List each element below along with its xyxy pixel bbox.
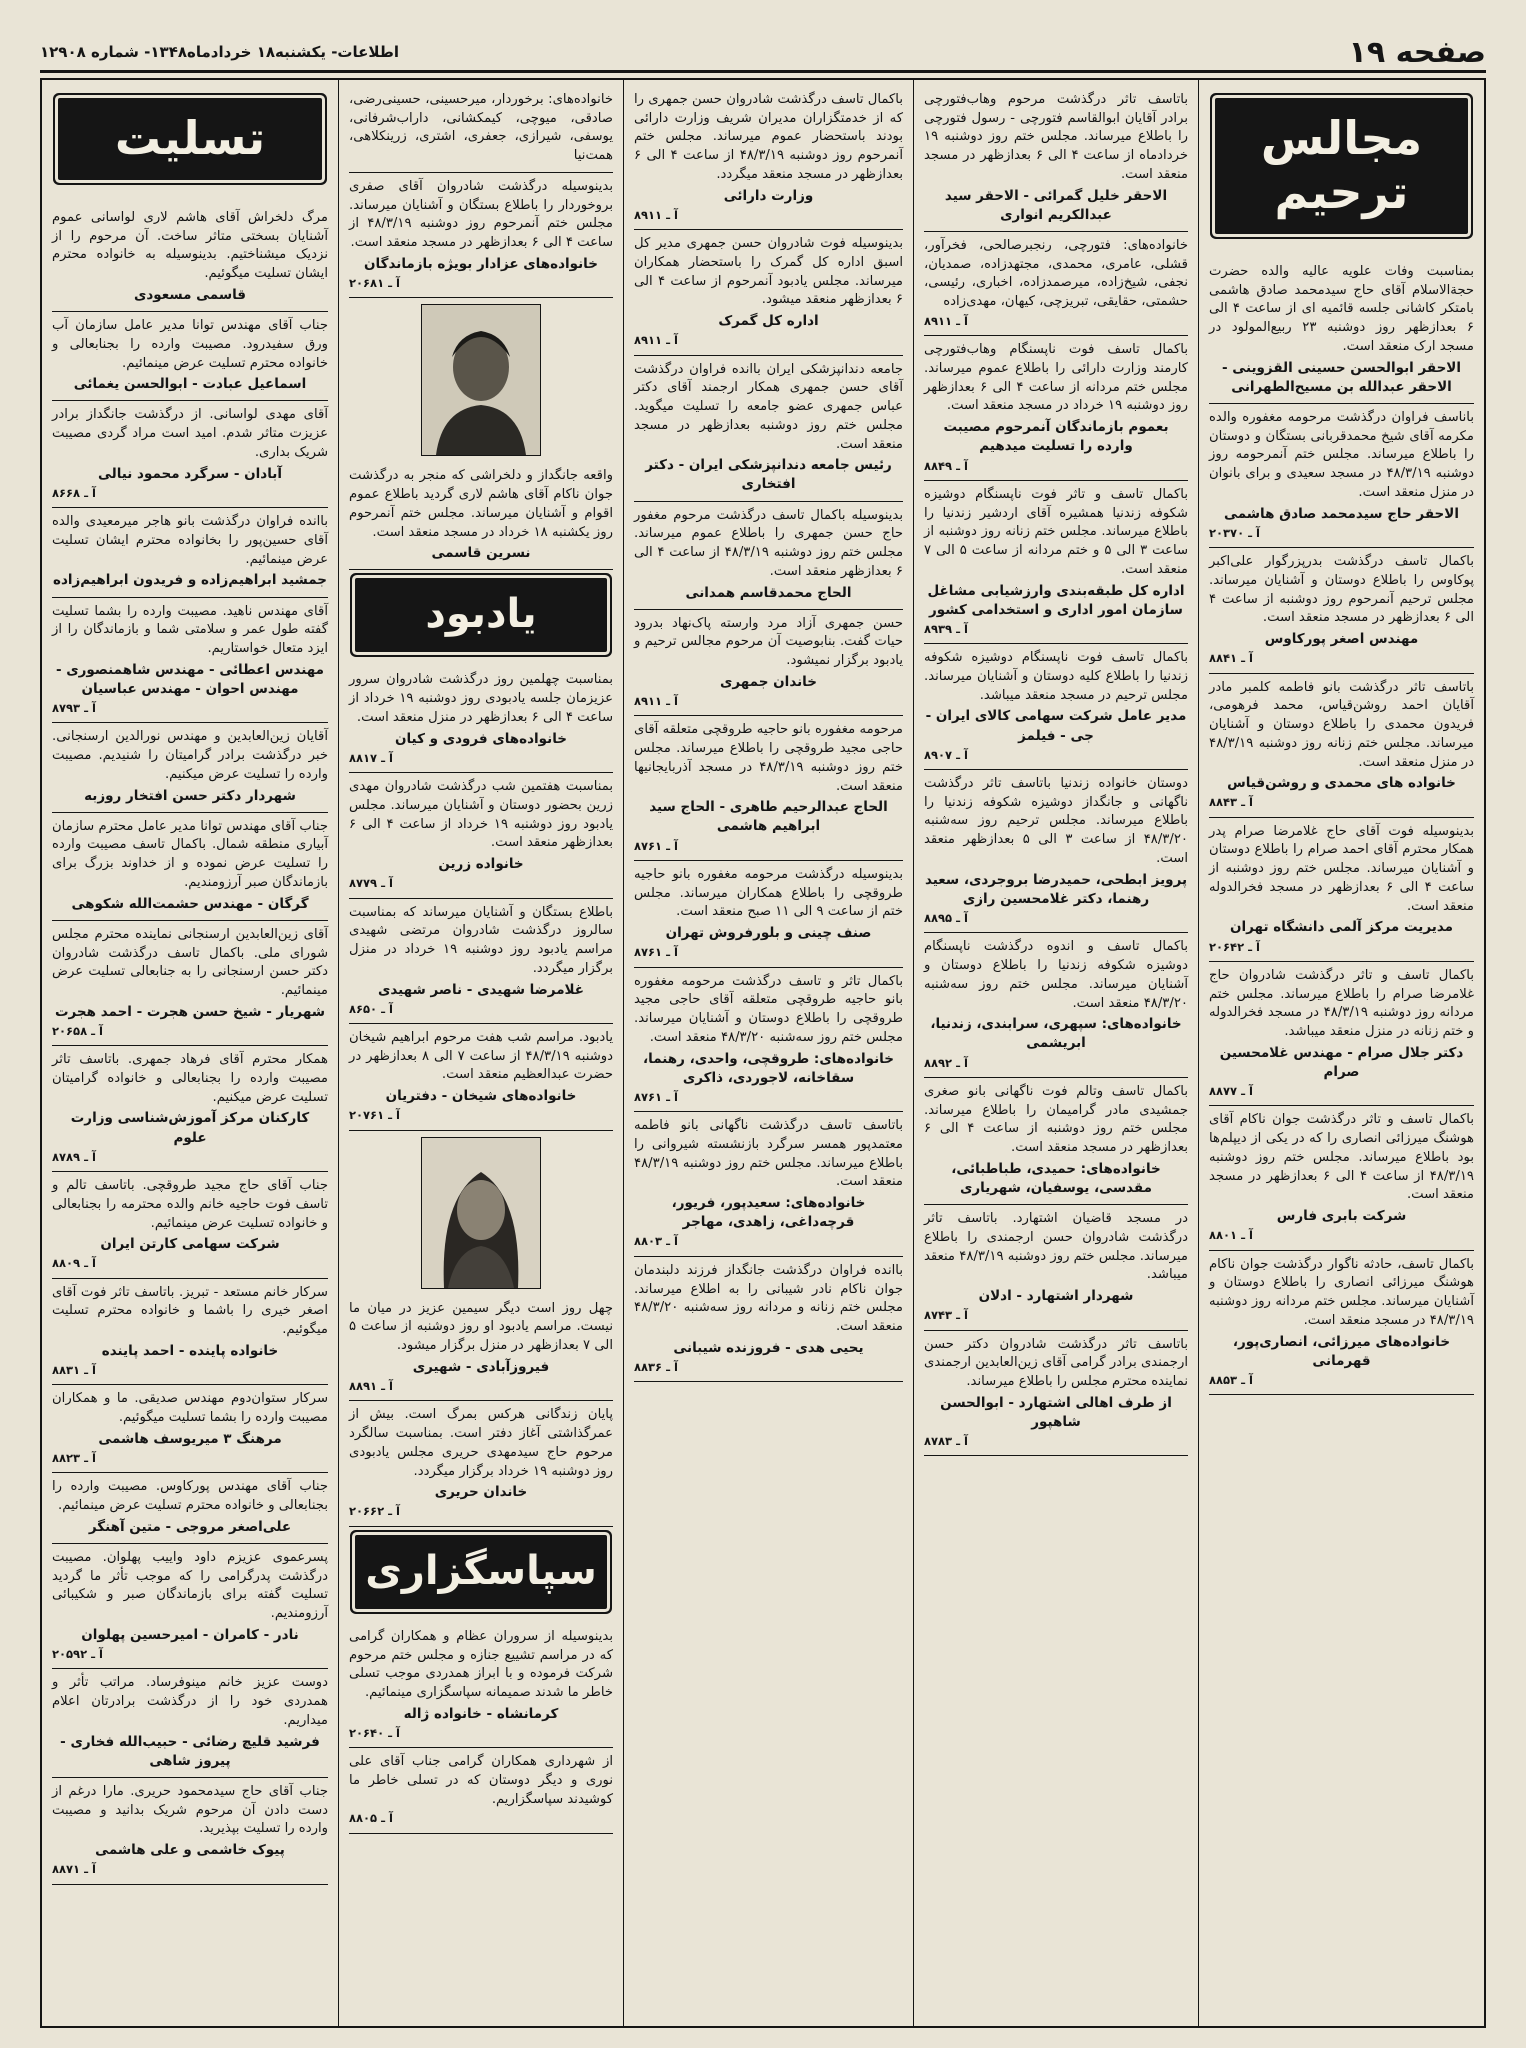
notice-item: [1209, 818, 1474, 962]
notice-text: آقایان زین‌العابدین و مهندس نورالدین ارسنجانی. خبر درگذشت برادر گرامیتان را شنیدیم. مصیبت وارده را تسلیت عرض میکنیم.: [52, 729, 328, 782]
notice-item: [349, 1295, 613, 1402]
notice-text: پسرعموی عزیزم داود واییب پهلوان. مصیبت درگذشت پدرگرامی را که موجب تأثر ما گردید تسلیت گفته برای بازماندگان صبر و شکیبائی آرزومندیم.: [52, 1550, 328, 1622]
notice-item: [1209, 1251, 1474, 1396]
notice-item: [52, 508, 328, 597]
notice-text: بمناسبت چهلمین روز درگذشت شادروان سرور عزیزمان جلسه یادبودی روز دوشنبه ۱۹ خرداد از ساعت ۴ الی ۶ بعدازظهر در منزل منعقد است.: [349, 672, 613, 725]
notice-text: باکمال تاسف و تاثر درگذشت شادروان حاج غلامرضا صرام را باطلاع میرساند. مجلس ختم مردانه روز دوشنبه ۴۸/۳/۱۹ در مسجد فخرالدوله و ختم زنانه در منزل منعقد میباشد.: [1209, 967, 1475, 1040]
notice-signature: کرمانشاه - خانواده ژاله: [403, 1705, 559, 1722]
notice-item: [52, 401, 328, 508]
notice-item: [349, 1401, 613, 1526]
notice-item: [924, 336, 1188, 481]
notice-signature: غلامرضا شهیدی - ناصر شهیدی: [377, 981, 585, 998]
notice-signature: خانواده‌های: سعیدپور، فریور، قرچه‌داغی، زاهدی، مهاجر: [671, 1195, 866, 1231]
notice-item: [52, 1544, 328, 1669]
notice-text: باکمال تاسف وتالم فوت ناگهانی بانو صغری جمشیدی مادر گرامیمان را باطلاع میرساند. مجلس ختم روز دوشنبه از ساعت ۴ الی ۶ بعدازظهر در مسجد منعقد است.: [924, 1083, 1188, 1156]
notice-signature: خانواده پاینده - احمد پاینده: [101, 1342, 279, 1359]
notice-item: [52, 921, 328, 1046]
notice-item: [349, 899, 613, 1024]
notice-item: [349, 666, 613, 773]
notice-code: آ ـ ۸۹۳۹: [924, 621, 968, 636]
notice-signature: مهندس اصغر پورکاوس: [1264, 631, 1419, 648]
notice-item: [634, 502, 903, 610]
notice-item: [52, 312, 328, 401]
notice-code: آ ـ ۸۸۰۳: [634, 1234, 678, 1249]
notice-signature: آبادان - سرگرد محمود نیالی: [97, 465, 282, 482]
notice-item: [924, 933, 1188, 1078]
notice-signature: خانواده‌های میرزائی، انصاری‌پور، قهرمانی: [1232, 1333, 1451, 1369]
notice-item: [924, 1078, 1188, 1205]
notice-item: [349, 1024, 613, 1131]
notice-code: آ ـ ۸۸۵۳: [1209, 1372, 1253, 1387]
notice-signature: الاحقر ابوالحسن حسینی القزوینی - الاحقر عبدالله بن مسیح‌الطهرانی: [1222, 359, 1461, 395]
notice-text: از شهرداری همکاران گرامی جناب آقای علی نوری و دیگر دوستان که در تسلی خاطر ما کوشیدند سپاسگزاریم.: [349, 1754, 613, 1807]
notice-item: [1209, 674, 1474, 818]
notice-text: باانده فراوان درگذشت بانو هاجر میرمعیدی والده آقای حسین‌پور را بخانواده محترم ایشان تسلیت عرض مینمائیم.: [52, 514, 328, 567]
notice-text: باکمال تاسف و تاثر فوت ناپسنگام دوشیزه شکوفه زندنیا همشیره آقای اردشیر زندنیا را باطلاع میرساند. مجلس ختم زنانه روز دوشنبه از ساعت ۳ الی ۵ و ختم مردانه از ساعت ۵ الی ۷ منعقد است.: [924, 486, 1189, 577]
notice-code: آ ـ ۸۸۴۳: [1209, 795, 1253, 810]
portrait-photo: [421, 1137, 541, 1289]
notice-code: آ ـ ۸۸۴۹: [924, 458, 968, 473]
notice-signature: اسماعیل عبادت - ابوالحسن یغمائی: [73, 376, 307, 393]
notice-signature: علی‌اصغر مروجی - متین آهنگر: [88, 1518, 292, 1535]
banner-majales: مجالس ترحیم: [1215, 98, 1468, 234]
notice-text: باناسف فراوان درگذشت مرحومه مغفوره والده مکرمه آقای شیخ محمدقربانی بستگان و دوستان را باطلاع میرساند. مجلس ختم آنمرحومه روز دوشنبه ۴۸/۳/۱۹ در مسجد سعیدی و برای بانوان در منزل منعقد است.: [1209, 409, 1474, 500]
notice-text: آقای مهندس ناهید. مصیبت وارده را بشما تسلیت گفته طول عمر و سلامتی شما و بازماندگان را از ایزد متعال خواستاریم.: [52, 603, 328, 656]
banner-sepas: سپاسگزاری: [355, 1535, 607, 1609]
notice-signature: مدیر عامل شرکت سهامی کالای ایران - جی - فیلمز: [925, 708, 1187, 744]
notice-text: باطلاع بستگان و آشنایان میرساند که بمناسبت سالروز درگذشت شادروان مرتضی شهیدی مراسم یادبود روز دوشنبه ۱۹ خرداد در منزل برگزار میگردد.: [349, 904, 613, 976]
notice-item: [52, 723, 328, 812]
notice-text: آقای مهدی لواسانی. از درگذشت جانگداز برادر عزیزت متاثر شدم. امید است مراد گردی مصیبت شریک بداری.: [52, 407, 328, 460]
notice-signature: الاحقر خلیل گمرائی - الاحقر سید عبدالکریم انواری: [944, 187, 1168, 223]
notice-code: آ ـ ۸۸۴۱: [1209, 651, 1253, 666]
notice-code: آ ـ ۸۸۲۳: [52, 1451, 96, 1466]
portrait-photo: [421, 304, 541, 456]
notice-item: [52, 813, 328, 921]
notice-text: دوست عزیز خانم مینوفرساد. مراتب تأثر و همدردی خود را از درگذشت برادرتان اعلام میداریم.: [52, 1675, 328, 1728]
notice-item: [52, 1046, 328, 1172]
notice-text: همکار محترم آقای فرهاد جمهری. باتاسف تاثر مصیبت وارده را بجنابعالی و خانواده گرامیتان تسلیت عرض میکنیم.: [52, 1052, 328, 1105]
notice-item: [52, 204, 328, 312]
notice-item: [1209, 962, 1474, 1107]
notice-code: آ ـ ۸۸۳۱: [52, 1363, 96, 1378]
notice-signature: خانواده‌های شیخان - دفتریان: [385, 1088, 577, 1105]
notice-text: جناب آقای مهندس پورکاوس. مصیبت وارده را بجنابعالی و خانواده محترم تسلیت عرض مینمائیم.: [52, 1479, 328, 1514]
notice-item: [634, 1257, 903, 1382]
notice-code: آ ـ ۸۷۶۱: [634, 838, 678, 853]
notice-item: [1209, 548, 1474, 673]
notice-code: آ ـ ۸۷۷۹: [349, 876, 393, 891]
notice-item: [634, 716, 903, 861]
notice-text: بدینوسیله از سروران عظام و همکاران گرامی که در مراسم تشییع جنازه و مجلس ختم مرحوم شرکت فرموده و با ابراز همدردی موجب تسلی خاطر ما شدند صمیمانه سپاسگزاری مینمائیم.: [349, 1628, 613, 1700]
notice-signature: مهندس اعطائی - مهندس شاهمنصوری - مهندس احوان - مهندس عباسیان: [55, 661, 325, 697]
notice-code: آ ـ ۲۰۶۵۸: [52, 1023, 103, 1038]
column-4: [339, 80, 624, 2026]
notice-text: بدینوسیله باکمال تاسف درگذشت مرحوم مغفور حاج حسن جمهری را باطلاع عموم میرساند. مجلس ختم روز دوشنبه ۴۸/۳/۱۹ از ساعت ۴ الی ۶ بعدازظهر منعقد است.: [634, 507, 904, 579]
notice-signature: نسرین قاسمی: [431, 545, 531, 562]
notice-item: [52, 598, 328, 724]
notice-code: آ ـ ۸۸۷۷: [1209, 1084, 1253, 1099]
notice-text: باانده فراوان درگذشت جانگداز فرزند دلبندمان جوان ناکام نادر شیبانی را به اطلاع میرساند. مجلس ختم زنانه و مردانه روز سه‌شنبه ۴۸/۳/۲۰ منعقد است.: [634, 1262, 903, 1334]
notice-item: [924, 86, 1188, 232]
notice-code: آ ـ ۲۰۶۴۰: [349, 1725, 400, 1740]
column-1: [1199, 80, 1484, 2026]
notice-text: جناب آقای مهندس توانا مدیر عامل محترم سازمان آبیاری منطقه شمال. باکمال تاسف مصیبت وارده را تسلیت عرض نموده و از خداوند بزرگ برای بازماندگان صبر آرزومندیم.: [52, 818, 328, 890]
notice-signature: خانواده زرین: [438, 856, 524, 873]
banner-yadbood: یادبود: [355, 578, 607, 652]
notice-item: [52, 1669, 328, 1778]
notice-item: [349, 1748, 613, 1834]
notice-code: آ ـ ۸۶۶۸: [52, 485, 96, 500]
notice-item: [52, 1473, 328, 1544]
notice-text: باکمال تاسف، حادثه ناگوار درگذشت جوان ناکام هوشنگ میرزائی انصاری را باطلاع دوستان و آشنایان میرساند. مجلس ختم مردانه روز دوشنبه ۴۸/۳/۱۹ در مسجد منعقد است.: [1209, 1256, 1474, 1328]
notice-text: باتاسف تاثر درگذشت شادروان دکتر حسن ارجمندی برادر گرامی آقای زین‌العابدین ارجمندی نماینده محترم مجلس را باطلاع میرساند.: [924, 1336, 1188, 1390]
notice-code: آ ـ ۲۰۵۹۲: [52, 1647, 103, 1662]
notice-signature: خانواده‌های عزادار بویژه بازماندگان: [364, 255, 598, 272]
notice-text: مرگ دلخراش آقای هاشم لاری لواسانی عموم آشنایان بسختی متاثر ساخت. آن مرحوم را از نزدیک میشناختیم. بدینوسیله به خانواده محترم ایشان تسلیت میگوئیم.: [52, 210, 328, 282]
masthead: [40, 34, 1486, 73]
notice-text: دوستان خانواده زندنیا باتاسف تاثر درگذشت ناگهانی و جانگداز دوشیزه شکوفه زندنیا را باطلاع میرساند. مجلس ترحیم روز سه‌شنبه ۴۸/۳/۲۰ از ساعت ۳ الی ۵ بعدازظهر منعقد است.: [924, 775, 1188, 866]
notice-text: بدینوسیله فوت آقای حاج غلامرضا صرام پدر همکار محترم آقای احمد صرام را باطلاع دوستان و آشنایان میرساند. مجلس ختم روز دوشنبه از ساعت ۴ الی ۶ بعدازظهر در مسجد فخرالدوله منعقد است.: [1209, 823, 1475, 914]
notice-item: [924, 770, 1188, 933]
notice-item: [634, 610, 903, 717]
notice-signature: فرشید قلیچ رضائی - حبیب‌الله فخاری - پیروز شاهی: [60, 1733, 320, 1769]
notice-text: چهل روز است دیگر سیمین عزیز در میان ما نیست. مراسم یادبود او روز دوشنبه از ساعت ۵ الی ۷ بعدازظهر در منزل برگزار میشود.: [349, 1300, 613, 1354]
notice-item: [52, 1279, 328, 1386]
notice-columns: [40, 78, 1486, 2028]
notice-text: باتاسف تاسف درگذشت ناگهانی بانو فاطمه معتمدپور همسر سرگرد بازنشسته شیروانی را باطلاع میرساند. مجلس ختم روز دوشنبه ۴۸/۳/۱۹ منعقد است.: [634, 1118, 903, 1190]
notice-signature: صنف چینی و بلورفروش تهران: [665, 925, 872, 942]
notice-code: آ ـ ۸۹۰۷: [924, 747, 968, 762]
notice-item: [924, 232, 1188, 336]
notice-item: [634, 861, 903, 968]
notice-signature: خانواده‌های فرودی و کیان: [394, 730, 568, 747]
notice-signature: الحاج محمدقاسم همدانی: [685, 584, 852, 601]
notice-signature: بعموم بازماندگان آنمرحوم مصیبت وارده را تسلیت میدهیم: [943, 419, 1169, 455]
notice-signature: جمشید ابراهیم‌زاده و فریدون ابراهیم‌زاده: [53, 572, 327, 589]
notice-text: بمناسبت هفتمین شب درگذشت شادروان مهدی زرین بحضور دوستان و آشنایان میرساند. مجلس یادبود روز دوشنبه ۱۹ خرداد از ساعت ۴ الی ۶ بعدازظهر منعقد است.: [349, 779, 613, 851]
notice-signature: گرگان - مهندس حشمت‌الله شکوهی: [71, 895, 309, 912]
notice-signature: نادر - کامران - امیرحسین پهلوان: [81, 1626, 299, 1643]
notice-code: آ ـ ۲۰۶۸۱: [349, 276, 400, 291]
notice-signature: رئیس جامعه دندانپزشکی ایران - دکتر افتخاری: [645, 457, 892, 493]
notice-text: بدینوسیله درگذشت مرحومه مغفوره بانو حاجیه طروقچی را باطلاع همکاران میرساند. مجلس ختم از ساعت ۹ الی ۱۱ صبح منعقد است.: [634, 866, 903, 920]
notice-text: باکمال تاسف درگذشت بدرپزرگوار علی‌اکبر پوکاوس را باطلاع دوستان و آشنایان میرساند. مجلس ترحیم آنمرحوم روز دوشنبه از ساعت ۴ الی ۶ بعدازظهر در مسجد منعقد است.: [1209, 554, 1474, 626]
notice-code: آ ـ ۲۰۷۶۱: [349, 1108, 400, 1123]
column-5: [42, 80, 339, 2026]
notice-item: [634, 230, 903, 355]
notice-code: آ ـ ۸۷۶۱: [634, 945, 678, 960]
notice-signature: اداره کل گمرک: [718, 313, 819, 330]
notice-item: [634, 1112, 903, 1257]
notice-code: آ ـ ۸۶۵۰: [349, 1001, 393, 1016]
notice-code: آ ـ ۸۹۱۱: [634, 333, 678, 348]
notice-item: [924, 644, 1188, 770]
notice-item: [1209, 1106, 1474, 1250]
notice-code: آ ـ ۸۸۱۷: [349, 750, 393, 765]
notice-item: [1209, 258, 1474, 404]
notice-text: مرحومه مغفوره بانو حاجیه طروقچی متعلقه آقای حاجی مجید طروقچی را باطلاع میرساند. مجلس ختم روز دوشنبه ۴۸/۳/۱۹ در مسجد آذربایجانیها منعقد است.: [634, 722, 903, 794]
notice-text: سرکار خانم مستعد - تبریز. باتاسف تاثر فوت آقای اصغر خیری را باشما و خانواده محترم تسلیت میگوئیم.: [52, 1284, 328, 1338]
notice-signature: اداره کل طبقه‌بندی وارزشیابی مشاغل سازمان امور اداری و استخدامی کشور: [927, 582, 1185, 618]
notice-code: آ ـ ۲۰۳۷۰: [1209, 525, 1260, 540]
notice-signature: فیروزآبادی - شهیری: [412, 1358, 550, 1375]
issue-line: اطلاعات- یکشنبه۱۸ خردادماه۱۳۴۸- شماره ۱۲۹۰۸: [40, 43, 400, 61]
notice-signature: پرویز ابطحی، حمیدرضا بروجردی، سعید رهنما، دکتر غلامحسین رازی: [924, 871, 1188, 907]
notice-signature: خانواده‌های: سپهری، سرابندی، زندنیا، ابریشمی: [930, 1016, 1182, 1052]
notice-text: جناب آقای مهندس توانا مدیر عامل سازمان آب ورق سفیدرود. مصیبت وارده را بجنابعالی و خانواده محترم تسلیت عرض مینمائیم.: [52, 318, 328, 371]
notice-text: یادبود. مراسم شب هفت مرحوم ابراهیم شیخان دوشنبه ۴۸/۳/۱۹ از ساعت ۷ الی ۸ بعدازظهر در حضرت عبدالعظیم منعقد است.: [349, 1029, 613, 1083]
notice-text: پایان زندگانی هرکس بمرگ است. بیش از عمرگذاشتی آغاز دفتر است. بمناسبت سالگرد مرحوم حاج سیدمهدی حریری مجلس یادبودی روز دوشنبه ۱۹ خرداد برگزار میگردد.: [349, 1407, 613, 1479]
notice-code: آ ـ ۸۹۱۱: [634, 207, 678, 222]
notice-text: باتاسف تاثر درگذشت بانو فاطمه کلمبر مادر آقایان احمد روشن‌قیاس، محمد فرهومی، فریدون محمدی را باطلاع دوستان و آشنایان میرساند. مجلس ختم زنانه روز دوشنبه ۴۸/۳/۱۹ در منزل منعقد است.: [1209, 679, 1474, 770]
notice-signature: وزارت دارائی: [723, 187, 814, 204]
notice-item: [924, 1205, 1188, 1330]
notice-code: آ ـ ۸۸۹۵: [924, 910, 968, 925]
notice-code: آ ـ ۸۷۸۹: [52, 1149, 96, 1164]
notice-text: سرکار ستوان‌دوم مهندس صدیقی. ما و همکاران مصیبت وارده را بشما تسلیت میگوئیم.: [52, 1391, 328, 1426]
notice-signature: خاندان حریری: [434, 1484, 528, 1501]
notice-code: آ ـ ۸۸۰۱: [1209, 1228, 1253, 1243]
notice-item: [924, 1331, 1188, 1457]
notice-signature: دکتر جلال صرام - مهندس غلامحسین صرام: [1219, 1044, 1464, 1080]
notice-text: حسن جمهری آزاد مرد وارسته پاک‌نهاد بدرود حیات گفت. بنابوصیت آن مرحوم مجالس ترحیم و یادبود برگزار نمیشود.: [634, 615, 903, 669]
notice-item: [349, 1623, 613, 1748]
notice-code: آ ـ ۸۷۸۳: [924, 1434, 968, 1449]
notice-code: آ ـ ۲۰۶۴۲: [1209, 939, 1260, 954]
notice-text: باکمال تاسف و تاثر درگذشت جوان ناکام آقای هوشنگ میرزائی انصاری را که در یکی از دیپلم‌ها بود باطلاع میرساند. مجلس ختم روز دوشنبه ۴۸/۳/۱۹ از ساعت ۴ الی ۶ بعدازظهر در مسجد منعقد است.: [1209, 1112, 1474, 1203]
notice-signature: از طرف اهالی اشتهارد - ابوالحسن شاهپور: [940, 1394, 1172, 1430]
notice-text: باکمال تاسف و اندوه درگذشت ناپسنگام دوشیزه شکوفه زندنیا را باطلاع دوستان و آشنایان میرساند. مجلس ختم روز سه‌شنبه ۴۸/۳/۲۰ منعقد است.: [924, 939, 1188, 1011]
notice-item: [52, 1778, 328, 1885]
notice-item: [634, 968, 903, 1113]
notice-item: [349, 462, 613, 570]
notice-signature: شهردار دکتر حسن افتخار روزبه: [84, 787, 296, 804]
notice-signature: مرهنگ ۳ میریوسف هاشمی: [98, 1430, 282, 1447]
banner-taslit: تسلیت: [58, 98, 322, 180]
notice-text: در مسجد قاضیان اشتهارد. باتاسف تاثر درگذشت شادروان حسن ارجمندی را باطلاع میرساند. مجلس ختم روز دوشنبه ۴۸/۳/۱۹ منعقد میباشد.: [924, 1211, 1188, 1283]
notice-code: آ ـ ۸۸۷۱: [52, 1862, 96, 1877]
notice-text: بدینوسیله درگذشت شادروان آقای صفری بروخوردار را باطلاع بستگان و آشنایان میرساند. مجلس ختم آنمرحوم روز دوشنبه ۴۸/۳/۱۹ از ساعت ۴ الی ۶ بعدازظهر در مسجد منعقد است.: [349, 178, 613, 251]
notice-text: آقای زین‌العابدین ارسنجانی نماینده محترم مجلس شورای ملی. باکمال تاسف درگذشت شادروان دکتر حسن ارسنجانی را به جنابعالی تسلیت عرض مینمائیم.: [52, 926, 328, 998]
notice-signature: خانواده‌های: طروقچی، واحدی، رهنما، سقاخانه، لاجوردی، ذاکری: [643, 1050, 894, 1086]
notice-signature: کارکنان مرکز آموزش‌شناسی وزارت علوم: [70, 1110, 310, 1146]
notice-code: آ ـ ۸۸۹۱: [349, 1379, 393, 1394]
notice-text: جناب آقای حاج سیدمحمود حریری. مارا درغم از دست دادن آن مرحوم شریک بدانید و مصیبت وارده را تسلیت بپذیرید.: [52, 1783, 328, 1837]
notice-item: [634, 86, 903, 230]
notice-signature: خاندان جمهری: [720, 673, 817, 690]
notice-text: واقعه جانگداز و دلخراشی که منجر به درگذشت جوان ناکام آقای هاشم لاری گردید باطلاع عموم اقوام و آشنایان میرساند. مجلس ختم آنمرحوم روز یکشنبه ۱۸ خرداد در مسجد منعقد است.: [349, 468, 613, 540]
notice-signature: شرکت سهامی کارتن ایران: [100, 1236, 280, 1253]
notice-signature: شهریار - شیخ حسن هجرت - احمد هجرت: [54, 1003, 326, 1020]
notice-item: [1209, 404, 1474, 548]
notice-code: آ ـ ۸۸۹۲: [924, 1055, 968, 1070]
notice-text: جامعه دندانپزشکی ایران باانده فراوان درگذشت آقای حسن جمهری همکار ارجمند آقای دکتر عباس جمهری عضو جامعه را تسلیت میگوید. مجلس ختم روز دوشنبه بعدازظهر در مسجد منعقد است.: [634, 361, 903, 452]
notice-code: آ ـ ۸۷۶۱: [634, 1089, 678, 1104]
notice-signature: پیوک خاشمی و علی هاشمی: [95, 1842, 285, 1859]
notice-text: باکمال تاثر و تاسف درگذشت مرحومه مغفوره بانو حاجیه طروقچی متعلقه آقای حاجی مجید طروقچی را باطلاع دوستان و آشنایان میرساند. مجلس ختم روز سه‌شنبه ۴۸/۳/۲۰ منعقد است.: [634, 973, 903, 1045]
notice-signature: الحاج عبدالرحیم طاهری - الحاج سید ابراهیم هاشمی: [649, 799, 888, 835]
notice-code: آ ـ ۸۸۰۵: [349, 1811, 393, 1826]
notice-code: آ ـ ۸۷۴۳: [924, 1308, 968, 1323]
notice-code: آ ـ ۲۰۶۶۲: [349, 1504, 400, 1519]
notice-text: باکمال تاسف درگذشت شادروان حسن جمهری را که از خدمتگزاران مدیران شریف وزارت دارائی بودند باستحضار عموم میرساند. مجلس ختم آنمرحوم روز دوشنبه ۴۸/۳/۱۹ از ساعت ۴ الی ۶ بعدازظهر در مسجد منعقد میگردد.: [634, 92, 903, 182]
column-3: [624, 80, 914, 2026]
notice-item: [349, 86, 613, 173]
notice-text: جناب آقای حاج مجید طروقچی. باتاسف تالم و تاسف فوت حاجیه خانم والده محترمه را بجنابعالی و خانواده تسلیت عرض مینمائیم.: [52, 1178, 328, 1231]
column-2: [914, 80, 1199, 2026]
notice-text: خانواده‌های: فتورچی، رنجبرصالحی، فخرآور، قشلی، عامری، محمدی، مجتهدزاده، صمدیان، نجفی، شیخ‌زاده، میرصمدزاده، اخباری، رئیسی، حشمتی، حقایقی، تبریزچی، کیهان، مهدی‌زاده: [924, 237, 1188, 310]
notice-signature: خانواده های محمدی و روشن‌قیاس: [1227, 775, 1456, 792]
page-number: صفحه ۱۹: [1348, 34, 1486, 70]
notice-text: باکمال تاسف فوت ناپسنگام دوشیزه شکوفه زندنیا را باطلاع کلیه دوستان و آشنایان میرساند. مجلس ترحیم در مسجد منعقد میباشد.: [924, 650, 1188, 703]
notice-signature: شهردار اشتهارد - ادلان: [978, 1288, 1134, 1305]
notice-text: باکمال تاسف فوت ناپسنگام وهاب‌فتورچی کارمند وزارت دارائی را باطلاع عموم میرساند. مجلس ختم مردانه از ساعت ۴ الی ۶ بعدازظهر روز دوشنبه ۱۹ خرداد در مسجد منعقد است.: [924, 342, 1188, 414]
notice-signature: یحیی هدی - فروزنده شیبانی: [673, 1339, 864, 1356]
notice-code: آ ـ ۸۹۱۱: [924, 313, 968, 328]
notice-code: آ ـ ۸۹۱۱: [634, 694, 678, 709]
notice-item: [349, 173, 613, 298]
notice-text: خانواده‌های: برخوردار، میرحسینی، حسینی‌رضی، صادقی، میوچی، کیمکشانی، داراب‌شرفانی، یوسفی، شیرازی، جعفری، اشتری، زرینکلاهی، همت‌نیا: [349, 92, 613, 164]
notice-signature: خانواده‌های: حمیدی، طباطبائی، مقدسی، یوسفیان، شهریاری: [951, 1160, 1161, 1196]
notice-text: باتاسف تاثر درگذشت مرحوم وهاب‌فتورچی برادر آقایان ابوالقاسم فتورچی - رسول فتورچی را باطلاع میرساند. مجلس ختم روز دوشنبه ۱۹ خردادماه از ساعت ۴ الی ۶ بعدازظهر در مسجد منعقد است.: [924, 92, 1188, 182]
notice-item: [634, 356, 903, 502]
notice-text: بدینوسیله فوت شادروان حسن جمهری مدیر کل اسبق اداره کل گمرک را باستحضار همکاران میرساند. مجلس یادبود آنمرحوم از ساعت ۴ الی ۶ بعدازظهر منعقد میشود.: [634, 236, 903, 308]
notice-signature: الاحقر حاج سیدمحمد صادق هاشمی: [1224, 505, 1459, 522]
notice-signature: شرکت بابری فارس: [1276, 1208, 1407, 1225]
notice-item: [349, 773, 613, 898]
notice-item: [52, 1172, 328, 1279]
notice-item: [924, 481, 1188, 644]
notice-signature: مدیریت مرکز آلمی دانشگاه تهران: [1230, 919, 1453, 936]
notice-text: بمناسبت وفات علویه عالیه والده حضرت حجة‌الاسلام آقای حاج سیدمحمد صادق هاشمی بامتکر کاشانی جلسه قائمیه ای از ساعت ۴ الی ۶ بعدازظهر روز دوشنبه ۲۳ ربیع‌المولود در مسجد ارک منعقد است.: [1209, 264, 1475, 354]
notice-signature: قاسمی مسعودی: [133, 286, 247, 303]
notice-code: آ ـ ۸۸۰۹: [52, 1256, 96, 1271]
notice-code: آ ـ ۸۸۳۶: [634, 1359, 678, 1374]
notice-code: آ ـ ۸۷۹۳: [52, 701, 96, 716]
notice-item: [52, 1385, 328, 1473]
